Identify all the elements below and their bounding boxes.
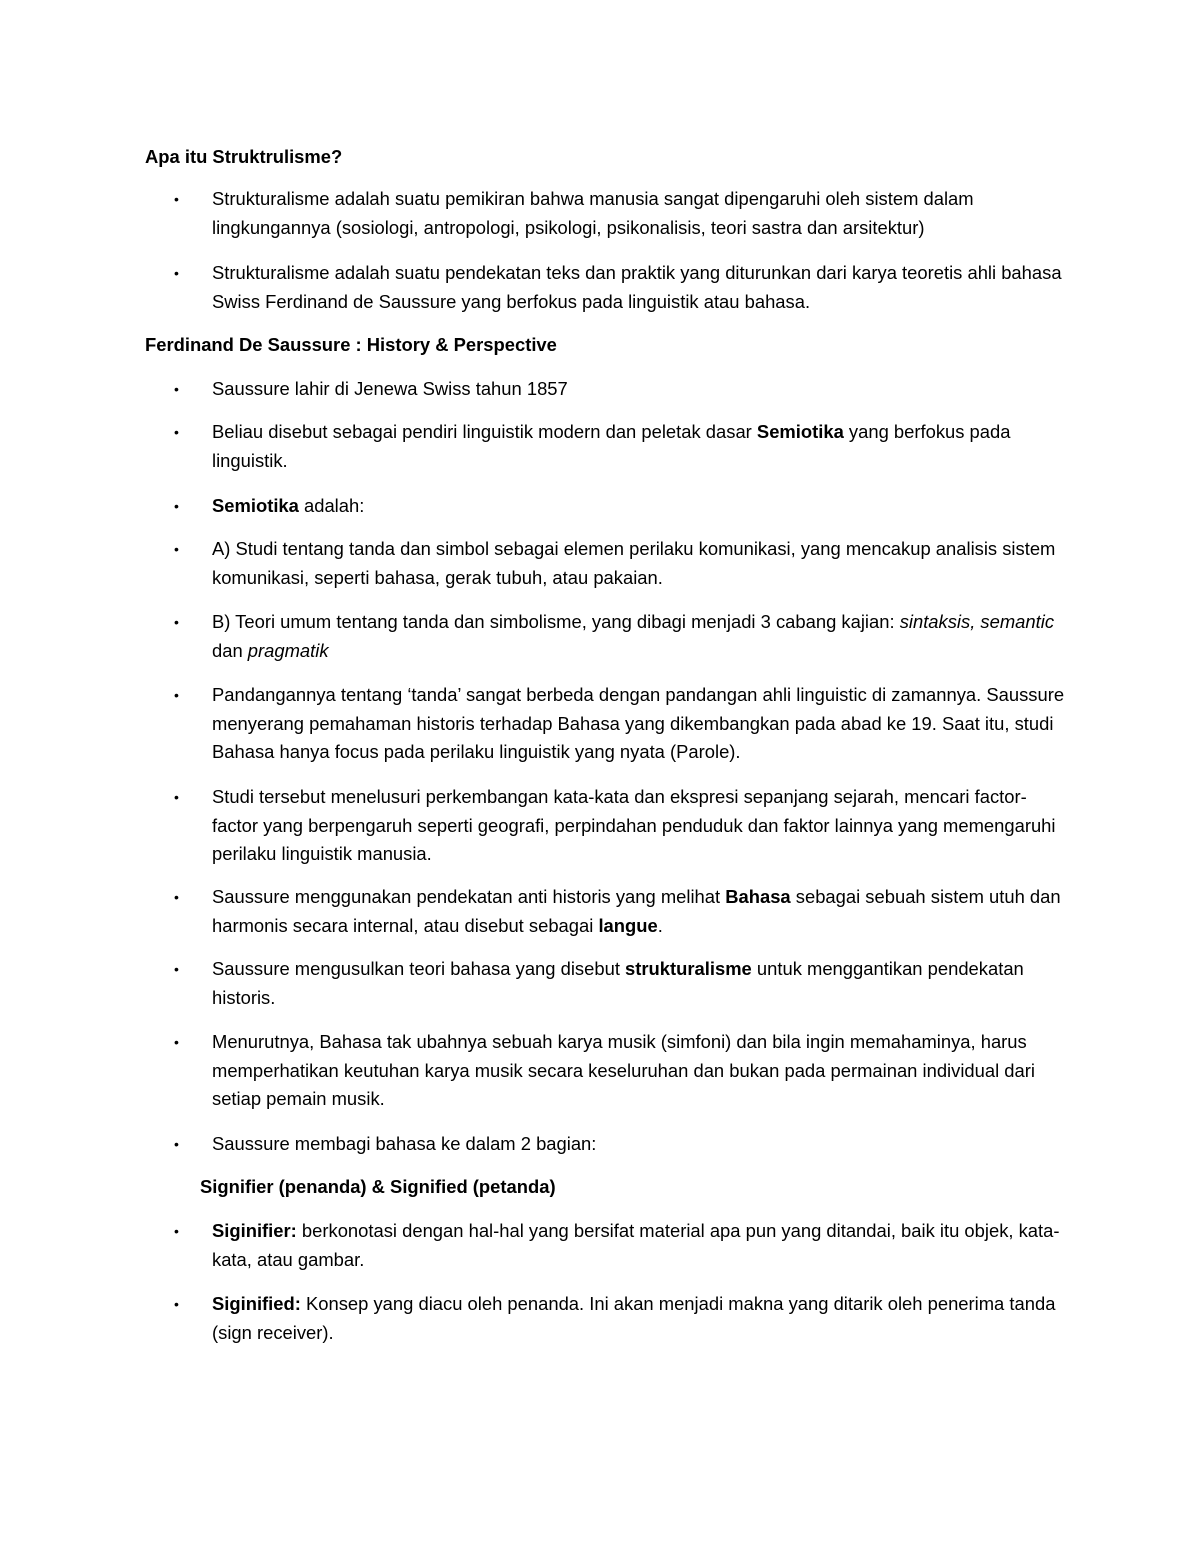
bullet-icon: • [174, 789, 179, 805]
bullet-icon: • [174, 889, 179, 905]
list-item-text: berkonotasi dengan hal-hal yang bersifat material apa pun yang ditandai, baik itu objek, kata-kata, atau gambar. [212, 1220, 1060, 1270]
list-item [174, 608, 1072, 665]
list-item-text: Strukturalisme adalah suatu pemikiran bahwa manusia sangat dipengaruhi oleh sistem dalam lingkungannya (sosiologi, antropologi, psikologi, psikonalisis, teori sastra dan arsitektur) [212, 188, 974, 238]
list-item-text: yang berfokus pada linguistik. [212, 421, 1011, 471]
list-item-text: B) Teori umum tentang tanda dan simbolisme, yang dibagi menjadi 3 cabang kajian: [212, 611, 900, 632]
list-item [174, 1290, 1072, 1347]
italic-term: sintaksis, semantic [899, 611, 1055, 632]
list-item-text: Konsep yang diacu oleh penanda. Ini akan menjadi makna yang ditarik oleh penerima tanda (sign receiver). [212, 1293, 1056, 1343]
list-item [174, 418, 1072, 475]
list-item-text: A) Studi tentang tanda dan simbol sebagai elemen perilaku komunikasi, yang mencakup analisis sistem komunikasi, seperti bahasa, gerak tubuh, atau pakaian. [212, 538, 1056, 588]
bold-term: Bahasa [725, 886, 791, 907]
bold-term: langue [598, 914, 658, 936]
bullet-icon: • [174, 614, 179, 630]
list-item [174, 681, 1072, 767]
list-item-text: Saussure membagi bahasa ke dalam 2 bagian: [212, 1133, 597, 1154]
bullet-icon: • [174, 424, 179, 440]
section-heading-saussure: Ferdinand De Saussure : History & Perspective [145, 334, 557, 355]
section-heading-strukturalisme: Apa itu Struktrulisme? [145, 146, 343, 167]
bold-term: strukturalisme [625, 958, 752, 979]
italic-term: pragmatik [247, 639, 329, 661]
list-item [174, 535, 1072, 592]
list-item [174, 185, 1072, 242]
list-item-text: . [657, 914, 663, 936]
list-item-text: Menurutnya, Bahasa tak ubahnya sebuah karya musik (simfoni) dan bila ingin memahaminya, harus memperhatikan keutuhan karya musik secara keseluruhan dan bukan pada permainan individual dari setiap pemain musik. [212, 1031, 1035, 1110]
list-item [174, 492, 1072, 521]
list-item [174, 955, 1072, 1012]
bullet-icon: • [174, 1136, 179, 1152]
list-item-text: adalah: [298, 495, 365, 516]
list-item-text: Studi tersebut menelusuri perkembangan kata-kata dan ekspresi sepanjang sejarah, mencari factor-factor yang berpengaruh seperti geografi, perpindahan penduduk dan faktor lainnya yang memengaruhi perilaku linguistik manusia. [212, 786, 1056, 865]
list-item-text: Pandangannya tentang ‘tanda’ sangat berbeda dengan pandangan ahli linguistic di zamannya. Saussure menyerang pemahaman historis terhadap Bahasa yang dikembangkan pada abad ke 19. Saat itu, studi Bahasa hanya focus pada perilaku linguistik yang nyata (Parole). [212, 684, 1065, 763]
bullet-icon: • [174, 687, 179, 703]
list-item [174, 1130, 1072, 1159]
bullet-icon: • [174, 191, 179, 207]
list-item [174, 783, 1072, 869]
bullet-icon: • [174, 381, 179, 397]
list-item [174, 883, 1072, 940]
list-item-text: Saussure lahir di Jenewa Swiss tahun 1857 [212, 378, 568, 399]
bullet-icon: • [174, 1296, 179, 1312]
bold-term: Semiotika [212, 495, 299, 516]
bullet-icon: • [174, 1034, 179, 1050]
section-heading-signifier: Signifier (penanda) & Signified (petanda) [200, 1176, 556, 1197]
bullet-icon: • [174, 961, 179, 977]
list-item [174, 259, 1072, 316]
list-item [174, 1217, 1072, 1274]
list-item [174, 375, 1072, 404]
list-item-text: Saussure mengusulkan teori bahasa yang disebut [212, 958, 626, 979]
list-item-text: Beliau disebut sebagai pendiri linguistik modern dan peletak dasar [212, 421, 757, 442]
list-item-text: dan [212, 639, 248, 661]
list-item-text: untuk menggantikan pendekatan historis. [212, 958, 1024, 1008]
list-item-text: Strukturalisme adalah suatu pendekatan teks dan praktik yang diturunkan dari karya teoretis ahli bahasa Swiss Ferdinand de Saussure yang berfokus pada linguistik atau bahasa. [212, 262, 1062, 312]
list-item [174, 1028, 1072, 1114]
list-item-text: Saussure menggunakan pendekatan anti historis yang melihat [212, 886, 726, 907]
bold-term: Siginifier: [212, 1220, 297, 1241]
bullet-icon: • [174, 498, 179, 514]
list-item-text: sebagai sebuah sistem utuh dan harmonis secara internal, atau disebut sebagai [212, 886, 1061, 936]
bold-term: Semiotika [756, 421, 844, 442]
bullet-icon: • [174, 541, 179, 557]
bold-term: Siginified: [212, 1293, 301, 1314]
bullet-icon: • [174, 265, 179, 281]
bullet-icon: • [174, 1223, 179, 1239]
